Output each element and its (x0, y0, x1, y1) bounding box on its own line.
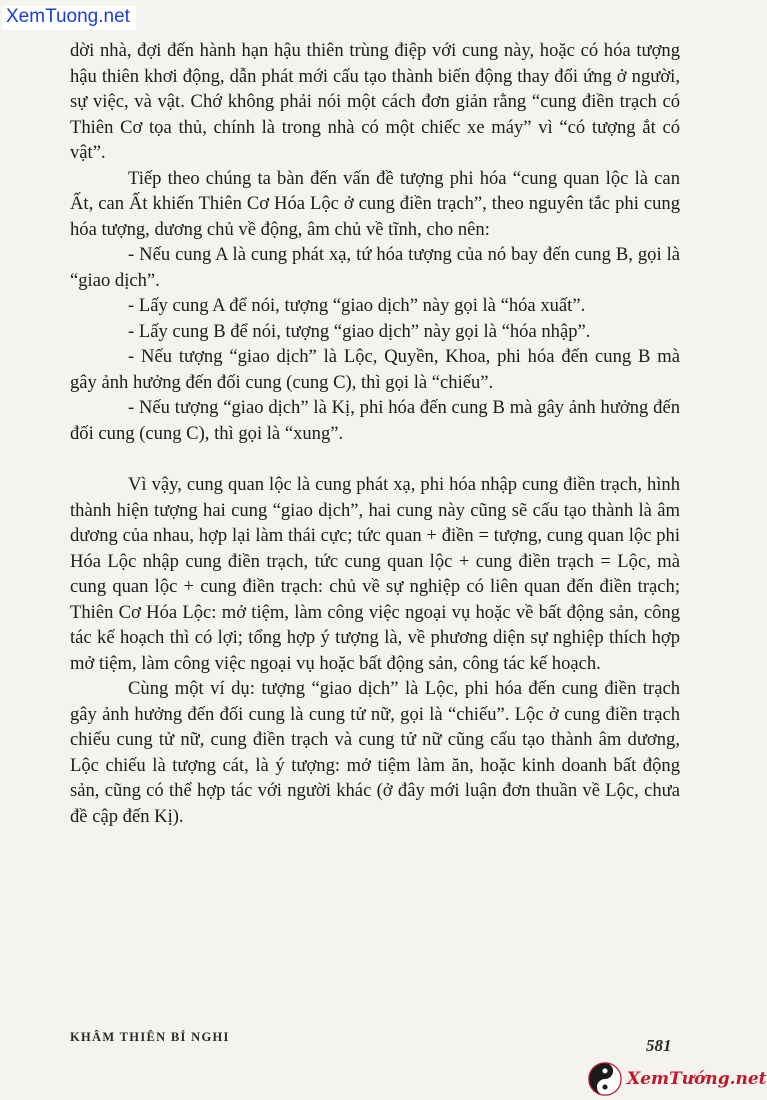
rule-item-1: - Nếu cung A là cung phát xạ, tứ hóa tượng của nó bay đến cung B, gọi là “giao dịch”. (70, 244, 680, 291)
paragraph-gap (70, 446, 680, 472)
rule-item-4: - Nếu tượng “giao dịch” là Lộc, Quyền, Khoa, phi hóa đến cung B mà gây ảnh hưởng đến đối cung (cung C), thì gọi là “chiếu”. (70, 346, 680, 393)
book-title: KHÂM THIÊN BÍ NGHI (70, 1030, 230, 1044)
page-body (70, 38, 680, 829)
site-logo (588, 1058, 767, 1100)
page-number: 581 (646, 1036, 672, 1055)
watermark-top: XemTuong.net (2, 6, 136, 30)
paragraph-2: Tiếp theo chúng ta bàn đến vấn đề tượng phi hóa “cung quan lộc là can Ất, can Ất khiến Thiên Cơ Hóa Lộc ở cung điền trạch”, theo nguyên tắc phi cung hóa tượng, dương chủ về động, âm chủ về tĩnh, cho nên: (70, 167, 680, 240)
yin-yang-icon (588, 1062, 622, 1096)
paragraph-1: dời nhà, đợi đến hành hạn hậu thiên trùng điệp với cung này, hoặc có hóa tượng hậu thiên khơi động, dẫn phát mới cấu tạo thành biến động thay đổi ứng ở người, sự việc, và vật. Chớ không phải nói một cách đơn giản rằng “cung điền trạch có Thiên Cơ tọa thủ, chính là trong nhà có một chiếc xe máy” vì “có tượng ắt có vật”. (70, 40, 680, 163)
rule-item-3: - Lấy cung B để nói, tượng “giao dịch” này gọi là “hóa nhập”. (128, 320, 591, 342)
logo-text: XemTướng.net (627, 1069, 767, 1089)
rule-item-2: - Lấy cung A để nói, tượng “giao dịch” này gọi là “hóa xuất”. (128, 295, 586, 316)
paragraph-3: Vì vậy, cung quan lộc là cung phát xạ, phi hóa nhập cung điền trạch, hình thành hiện tượng hai cung “giao dịch”, hai cung này cũng sẽ cấu tạo thành là âm dương của nhau, hợp lại làm thái cực; tức quan + điền = tượng, cung quan lộc phi Hóa Lộc nhập cung điền trạch, tức cung quan lộc + cung điền trạch = Lộc, mà cung quan lộc + cung điền trạch: chủ về sự nghiệp có liên quan đến điền trạch; Thiên Cơ Hóa Lộc: mở tiệm, làm công việc ngoại vụ hoặc về bất động sản, công tác kế hoạch thì có lợi; tổng hợp ý tượng là, về phương diện sự nghiệp thích hợp mở tiệm, làm công việc ngoại vụ hoặc bất động sản, công tác kế hoạch. (70, 474, 680, 674)
paragraph-4: Cùng một ví dụ: tượng “giao dịch” là Lộc, phi hóa đến cung điền trạch gây ảnh hưởng đến đối cung là cung tử nữ, gọi là “chiếu”. Lộc ở cung điền trạch chiếu cung tử nữ, cung điền trạch và cung tử nữ cũng cấu tạo thành âm dương, Lộc chiếu là tượng cát, là ý tượng: mở tiệm làm ăn, hoặc kinh doanh bất động sản, cũng có thể hợp tác với người khác (ở đây mới luận đơn thuần về Lộc, chưa đề cập đến Kị). (70, 678, 680, 827)
rule-item-5: - Nếu tượng “giao dịch” là Kị, phi hóa đến cung B mà gây ảnh hưởng đến đối cung (cung C), thì gọi là “xung”. (70, 397, 680, 444)
